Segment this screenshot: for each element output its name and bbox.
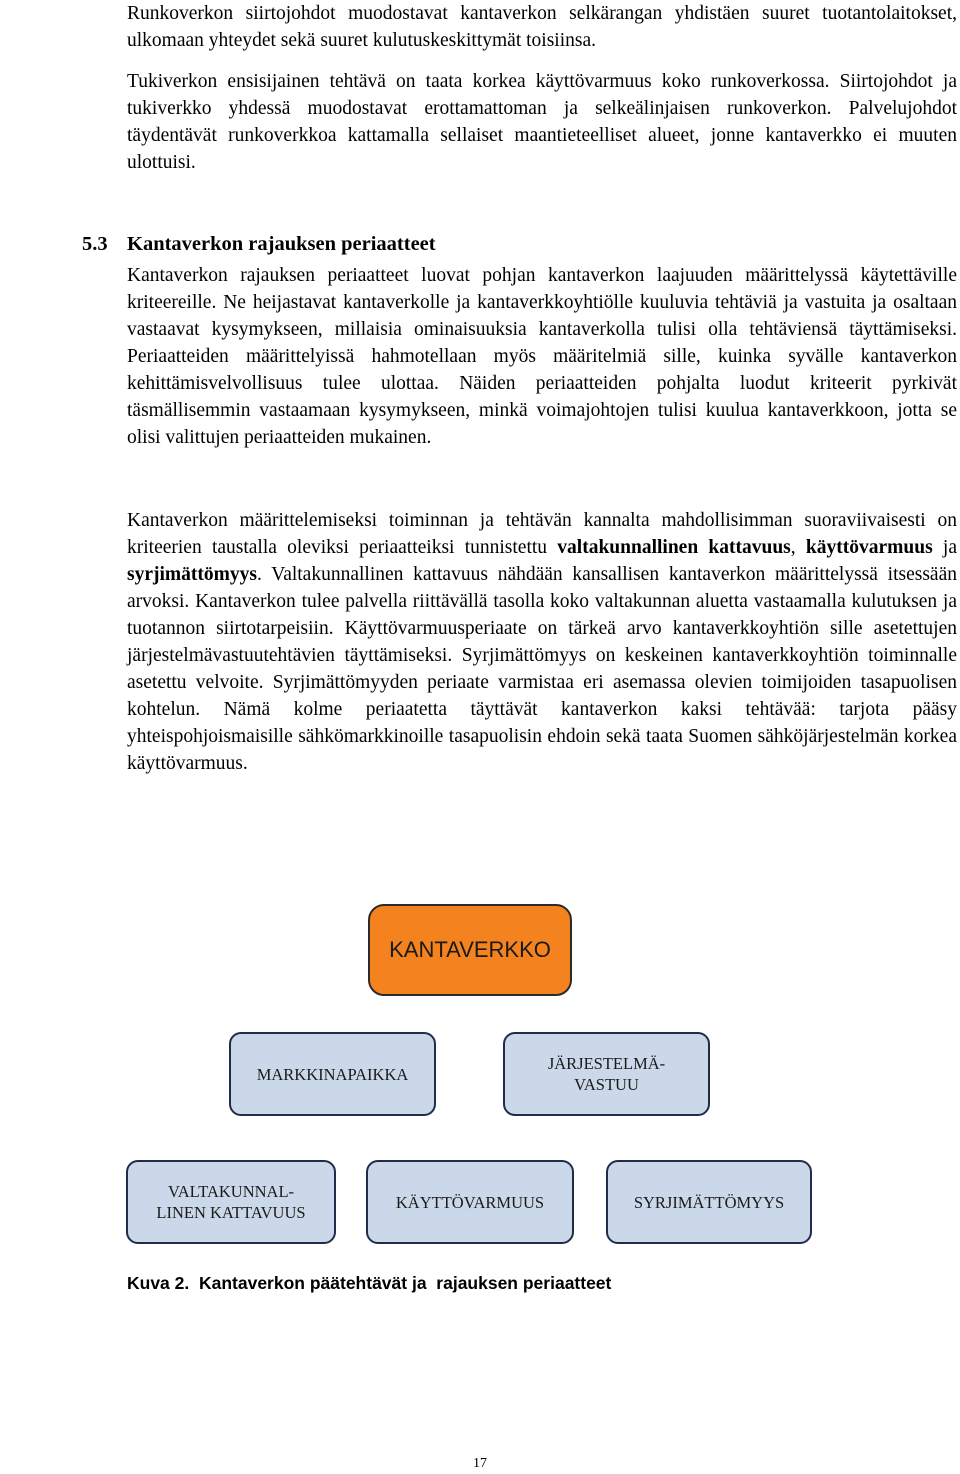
- section-title: Kantaverkon rajauksen periaatteet: [127, 233, 436, 255]
- diagram-box-label-line1: JÄRJESTELMÄ-: [547, 1054, 666, 1073]
- bold-term-syrjimattomyys: syrjimättömyys: [127, 564, 257, 585]
- paragraph-kantaverkon-maarittely: [127, 507, 957, 777]
- diagram-box-syrjimattomyys: [606, 1160, 812, 1244]
- diagram-box-label: KANTAVERKKO: [389, 937, 551, 962]
- diagram-box-label-line1: VALTAKUNNAL-: [167, 1182, 295, 1201]
- diagram-box-label: SYRJIMÄTTÖMYYS: [633, 1192, 785, 1212]
- paragraph-text-separator: ,: [790, 537, 806, 558]
- diagram-box-jarjestelmavastuu: [503, 1032, 710, 1116]
- paragraph-tukiverkon-tehtava: Tukiverkon ensisijainen tehtävä on taata korkea käyttövarmuus koko runkoverkossa. Siirtojohdot ja tukiverkko yhdessä muodostavat erottamattoman ja selkeälinjaisen runkoverkon. Palvelujohdot täydentävät runkoverkkoa kattamalla sellaiset maantieteelliset alueet, jonne kantaverkko ei muuten ulottuisi.: [127, 71, 957, 173]
- diagram-box-valtakunnallinen-kattavuus: [126, 1160, 336, 1244]
- section-number: 5.3: [82, 233, 108, 255]
- paragraph-text-rest: . Valtakunnallinen kattavuus nähdään kansallisen kantaverkon määrittelyssä itsessään arvoksi. Kantaverkon tulee palvella riittävällä tasolla koko valtakunnan aluetta vastaamalla kulutuksen ja tuotannon siirtotarpeisiin. Käyttövarmuusperiaate on tärkeä arvo kantaverkkoyhtiön sille asetettujen järjestelmävastuutehtävien täyttämiseksi. Syrjimättömyys on keskeinen kantaverkkoyhtiön toiminnalle asetettu velvoite. Syrjimättömyyden periaate varmistaa eri asemassa olevien toimijoiden tasapuolisen kohtelun. Nämä kolme periaatetta täyttävät kantaverkon kaksi tehtävää: tarjota pääsy yhteispohjoismaisille sähkömarkkinoille tasapuolisin ehdoin sekä taata Suomen sähköjärjestelmän korkea käyttövarmuus.: [127, 564, 957, 774]
- diagram-box-kantaverkko: [368, 904, 572, 996]
- diagram-box-label: MARKKINAPAIKKA: [256, 1064, 409, 1084]
- paragraph-text-intro: Kantaverkon määrittelemiseksi toiminnan ja tehtävän kannalta mahdollisimman suoraviivaisesti on kriteerien taustalla oleviksi periaatteiksi tunnistettu: [127, 510, 957, 558]
- page-number: 17: [473, 1456, 487, 1471]
- paragraph-text-separator: ja: [932, 537, 957, 558]
- bold-term-valtakunnallinen-kattavuus: valtakunnallinen kattavuus: [557, 537, 791, 558]
- diagram-box-label-line2: LINEN KATTAVUUS: [156, 1203, 306, 1222]
- figure-caption: Kuva 2. Kantaverkon päätehtävät ja rajauksen periaatteet: [127, 1273, 612, 1293]
- diagram-box-label-line2: VASTUU: [574, 1075, 639, 1094]
- diagram-box-markkinapaikka: [229, 1032, 436, 1116]
- paragraph-rajauksen-periaatteet: Kantaverkon rajauksen periaatteet luovat pohjan kantaverkon laajuuden määrittelyssä käytettäville kriteereille. Ne heijastavat kantaverkolle ja kantaverkkoyhtiölle kuuluvia tehtäviä ja vastuita ja osaltaan vastaavat kysymykseen, millaisia ominaisuuksia kantaverkolla tulisi olla tehtäviensä täyttämiseksi. Periaatteiden määrittelyissä hahmotellaan myös määritelmiä sille, kuinka syvälle kantaverkon kehittämisvelvollisuus tulee ulottaa. Näiden periaatteiden pohjalta luodut kriteerit pyrkivät täsmällisemmin vastaamaan kysymykseen, minkä voimajohtojen tulisi kuulua kantaverkkoon, jotta se olisi valittujen periaatteiden mukainen.: [127, 265, 957, 448]
- diagram-box-label: KÄYTTÖVARMUUS: [395, 1192, 545, 1212]
- diagram-box-kayttovarmuus: [366, 1160, 574, 1244]
- bold-term-kayttovarmuus: käyttövarmuus: [805, 537, 933, 558]
- paragraph-runkoverkon-siirtojohdot: Runkoverkon siirtojohdot muodostavat kantaverkon selkärangan yhdistäen suuret tuotantolaitokset, ulkomaan yhteydet sekä suuret kulutuskeskittymät toisiinsa.: [127, 3, 957, 51]
